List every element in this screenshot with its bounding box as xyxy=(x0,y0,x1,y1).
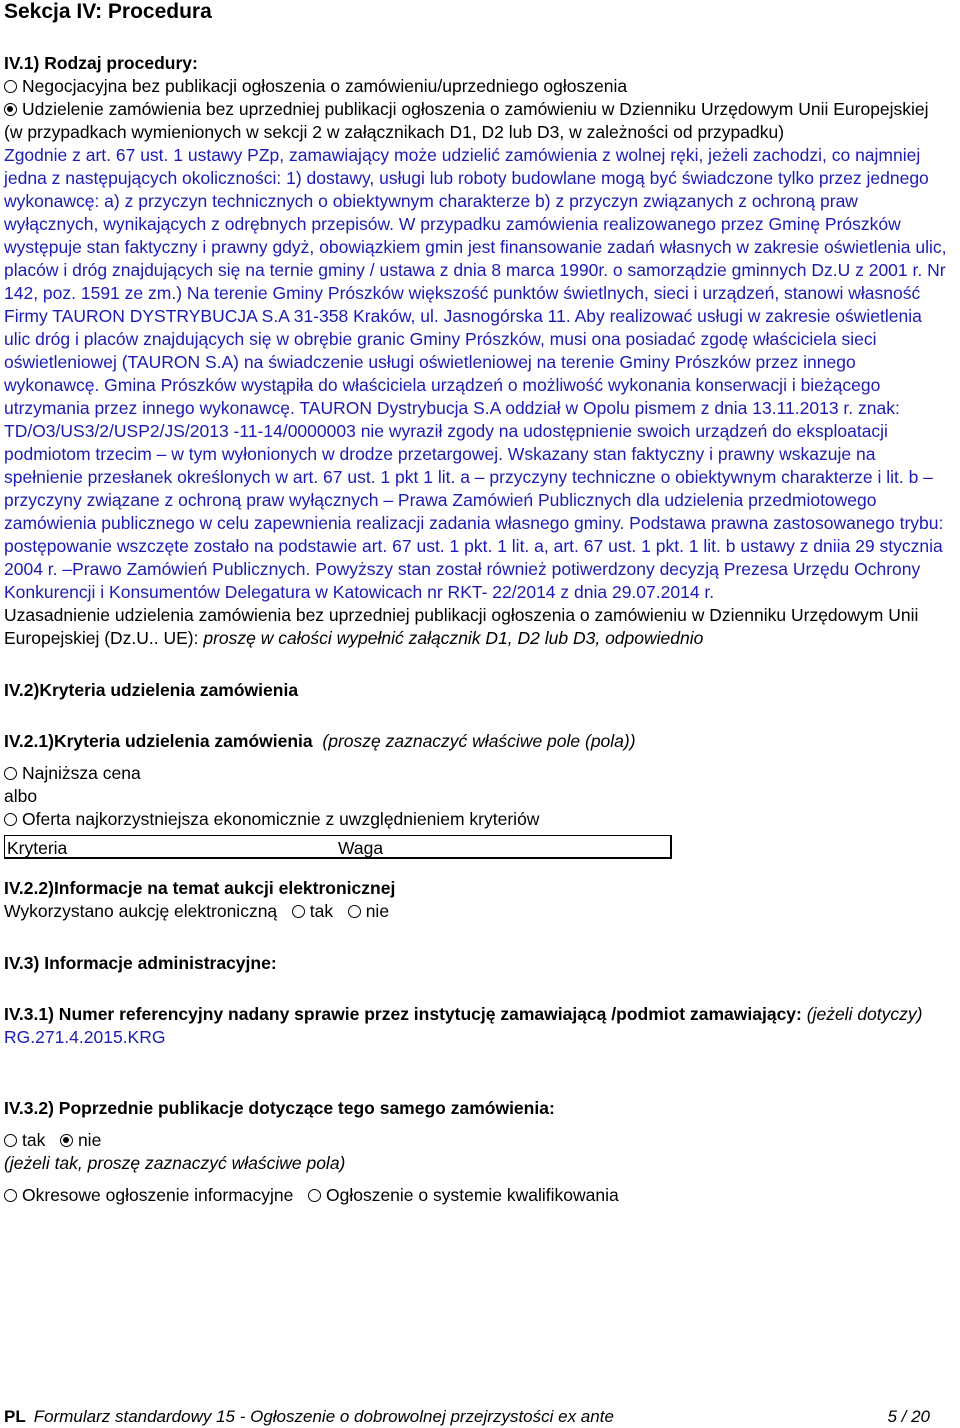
procedure-option-no-publication[interactable]: Udzielenie zamówienia bez uprzedniej publikacji ogłoszenia o zamówieniu w Dzienniku Urzędowym Unii Europejskiej (w przypadkach wymienionych w sekcji 2 w załącznikach D1, D2 lub D3, w zależności od przypadku) xyxy=(4,99,929,142)
radio-unchecked-icon[interactable] xyxy=(4,80,17,93)
previous-publications-hint: (jeżeli tak, proszę zaznaczyć właściwe pola) xyxy=(4,1153,346,1173)
opt-periodic-label: Okresowe ogłoszenie informacyjne xyxy=(22,1185,294,1205)
reference-number-value: RG.271.4.2015.KRG xyxy=(4,1027,166,1047)
radio-unchecked-icon[interactable] xyxy=(4,767,17,780)
criteria-option-best-offer[interactable]: Oferta najkorzystniejsza ekonomicznie z uwzględnieniem kryteriów xyxy=(4,808,950,831)
procedure-justification: Zgodnie z art. 67 ust. 1 ustawy PZp, zamawiający może udzielić zamówienia z wolnej ręki, jeżeli zachodzi, co najmniej jedna z następujących okoliczności: 1) dostawy, usługi lub roboty budowlane mogą być świadczone tylko przez jednego wykonawcę: a) z przyczyn technicznych o obiektywnym charakterze b) z przyczyn związanych z ochroną praw wyłącznych, wynikających z odrębnych przepisów. W przypadku zamówienia realizowanego przez Gminę Prószków występuje stan faktyczny i prawny gdyż, obowiązkiem gmin jest finansowanie zadań własnych w zakresie oświetlenia ulic, placów i dróg znajdujących się na ternie gminy / ustawa z dnia 8 marca 1990r. o samorządzie gminnych Dz.U z 2001 r. Nr 142, poz. 1591 ze zm.) Na terenie Gminy Prószków większość punktów świetlnych, sieci i urządzeń, stanowi własność Firmy TAURON DYSTRYBUCJA S.A 31-358 Kraków, ul. Jasnogórska 11. Aby realizować usługi w zakresie oświetlenia ulic dróg i placów znajdujących się w obrębie granic Gminy Prószków, musi ona posiadać zgodę właściciela sieci oświetleniowej (TAURON S.A) na świadczenie usługi oświetleniowej na terenie Gminy Prószków przez innego wykonawcę. Gmina Prószków wystąpiła do właściciela urządzeń o możliwość wykonania konserwacji i bieżącego utrzymania przez innego wykonawcę. TAURON Dystrybucja S.A oddział w Opolu pismem z dnia 13.11.2013 r. znak: TD/O3/US3/2/USP2/JS/2013 -11-14/0000003 nie wyraził zgody na udostępnienie swoich urządzeń do eksploatacji podmiotom trzecim – w tym wyłonionych w drodze przetargowej. Wskazany stan faktyczny i prawny wskazuje na spełnienie przesłanek określonych w art. 67 ust. 1 pkt 1 lit. a – przyczyny techniczne o obiektywnym charakterze i lit. b – przyczyny związane z ochroną praw wyłącznych – Prawa Zamówień Publicznych dla udzielenia przedmiotowego zamówienia publicznego w celu zapewnienia realizacji zadania własnego gminy. Podstawa prawna zastosowanego trybu: postępowanie wszczęte zostało na podstawie art. 67 ust. 1 pkt. 1 lit. a, art. 67 ust. 1 pkt. 1 lit. b ustawy z dniia 29 stycznia 2004 r. –Prawo Zamówień Publicznych. Powyższy stan został również potiwerdzony decyzją Prezesa Urzędu Ochrony Konkurencji i Konsumentów Delegatura w Katowicach nr RKT- 22/2014 z dnia 29.07.2014 r. xyxy=(4,145,947,602)
radio-checked-icon[interactable] xyxy=(60,1134,73,1147)
previous-publications-types xyxy=(4,1184,950,1207)
footer-page-number: 5 / 20 xyxy=(887,1407,930,1426)
criteria-table-col-criteria: Kryteria xyxy=(7,838,68,858)
radio-unchecked-icon[interactable] xyxy=(4,1134,17,1147)
reference-number-heading: IV.3.1) Numer referencyjny nadany sprawie przez instytucję zamawiającą /podmiot zamawiający: (jeżeli dotyczy) xyxy=(4,1004,923,1024)
document-page xyxy=(4,0,950,1207)
radio-unchecked-icon[interactable] xyxy=(4,813,17,826)
criteria-subheading: IV.2.1)Kryteria udzielenia zamówienia (proszę zaznaczyć właściwe pole (pola)) xyxy=(4,731,636,751)
previous-publications-heading: IV.3.2) Poprzednie publikacje dotyczące tego samego zamówienia: xyxy=(4,1098,555,1118)
prev-yes-label: tak xyxy=(22,1130,46,1150)
radio-unchecked-icon[interactable] xyxy=(348,905,361,918)
auction-row: Wykorzystano aukcję elektroniczną tak nie xyxy=(4,901,390,921)
footer-language: PL xyxy=(4,1407,26,1426)
criteria-option-lowest-price[interactable]: Najniższa cena xyxy=(4,762,950,785)
auction-heading: IV.2.2)Informacje na temat aukcji elektronicznej xyxy=(4,878,396,898)
criteria-albo: albo xyxy=(4,786,38,806)
auction-no-label: nie xyxy=(365,901,390,921)
opt-qualification-label: Ogłoszenie o systemie kwalifikowania xyxy=(325,1185,619,1205)
section-title: Sekcja IV: Procedura xyxy=(4,0,212,23)
prev-no-label: nie xyxy=(77,1130,102,1150)
criteria-table xyxy=(4,835,672,859)
criteria-table-col-weight: Waga xyxy=(338,838,384,858)
auction-yes-label: tak xyxy=(309,901,334,921)
page-footer xyxy=(4,1405,930,1428)
justification-field: Uzasadnienie udzielenia zamówienia bez uprzedniej publikacji ogłoszenia o zamówieniu w Dzienniku Urzędowym Unii Europejskiej (Dz.U.. UE): proszę w całości wypełnić załącznik D1, D2 lub D3, odpowiednio xyxy=(4,605,919,648)
radio-unchecked-icon[interactable] xyxy=(292,905,305,918)
procedure-option-negotiated[interactable]: Negocjacyjna bez publikacji ogłoszenia o zamówieniu/uprzedniego ogłoszenia xyxy=(4,75,950,98)
criteria-heading: IV.2)Kryteria udzielenia zamówienia xyxy=(4,680,299,700)
previous-publications-choice xyxy=(4,1129,950,1152)
radio-checked-icon[interactable] xyxy=(4,103,17,116)
radio-unchecked-icon[interactable] xyxy=(4,1189,17,1202)
procedure-type-heading: IV.1) Rodzaj procedury: xyxy=(4,53,198,73)
radio-unchecked-icon[interactable] xyxy=(308,1189,321,1202)
admin-info-heading: IV.3) Informacje administracyjne: xyxy=(4,953,277,973)
footer-form-title: Formularz standardowy 15 - Ogłoszenie o dobrowolnej przejrzystości ex ante xyxy=(33,1407,614,1426)
